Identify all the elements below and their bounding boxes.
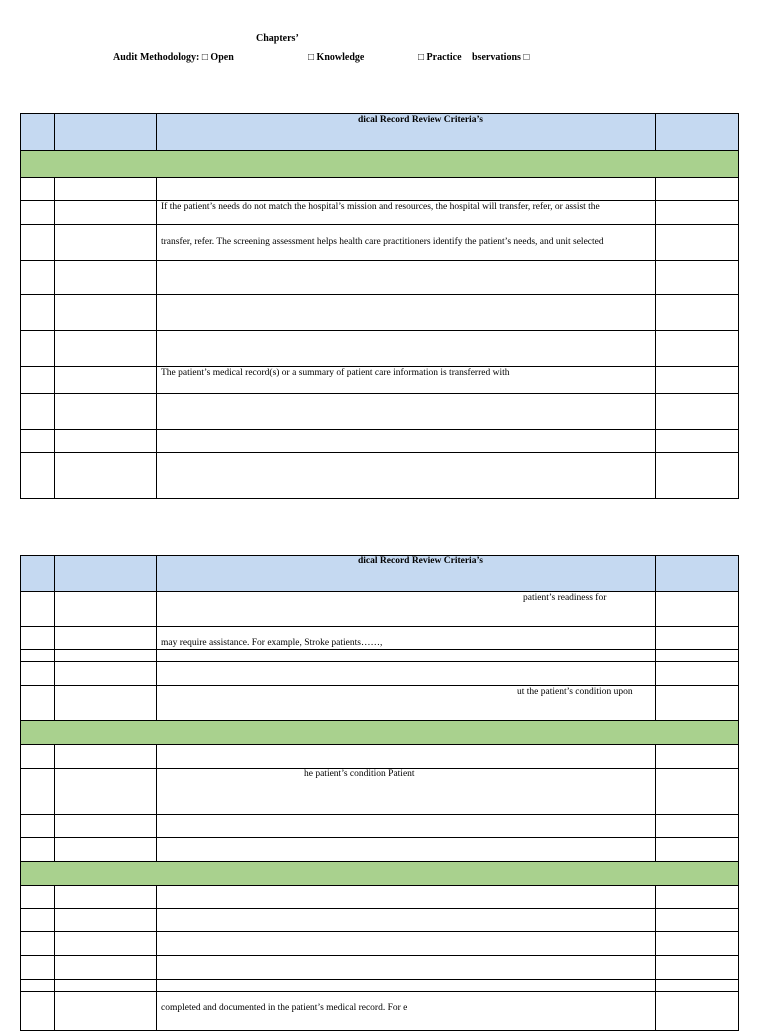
row-cell [54, 260, 157, 295]
row-cell [54, 177, 157, 201]
header-cell [54, 555, 157, 592]
header-cell [655, 113, 739, 151]
criteria-text: If the patient’s needs do not match the hospital’s mission and resources, the hospital will transfer, refer, or assist the [161, 202, 600, 212]
table-row [20, 885, 739, 909]
criteria-text: transfer, refer. The screening assessment helps health care practitioners identify the patient’s needs, and unit selected [161, 237, 604, 247]
header-cell [156, 555, 656, 592]
row-cell [156, 661, 656, 686]
table-title: dical Record Review Criteria’s [358, 556, 483, 566]
header-cell [156, 113, 656, 151]
row-cell [54, 685, 157, 721]
row-cell [655, 330, 739, 367]
row-cell [20, 366, 55, 394]
criteria-cell [156, 224, 656, 261]
table-row [20, 768, 739, 815]
table-row [20, 908, 739, 932]
row-cell [20, 955, 55, 980]
row-cell [54, 429, 157, 453]
row-cell [655, 744, 739, 769]
row-cell [156, 393, 656, 430]
row-cell [54, 452, 157, 499]
methodology-knowledge[interactable]: □ Knowledge [308, 52, 365, 63]
row-cell [54, 393, 157, 430]
row-cell [54, 591, 157, 627]
row-cell [655, 452, 739, 499]
table-row [20, 661, 739, 686]
row-cell [655, 814, 739, 838]
row-cell [54, 814, 157, 838]
row-cell [655, 260, 739, 295]
row-cell [54, 366, 157, 394]
row-cell [156, 294, 656, 331]
row-cell [156, 260, 656, 295]
table-row [20, 931, 739, 956]
row-cell [20, 393, 55, 430]
row-cell [655, 955, 739, 980]
row-cell [20, 744, 55, 769]
criteria-cell [156, 366, 656, 394]
row-cell [655, 908, 739, 932]
row-cell [54, 768, 157, 815]
row-cell [54, 991, 157, 1031]
row-cell [20, 224, 55, 261]
row-cell [20, 177, 55, 201]
table-row [20, 294, 739, 331]
table-row [20, 429, 739, 453]
row-cell [20, 931, 55, 956]
table-header-row [20, 555, 739, 592]
row-cell [20, 200, 55, 225]
row-cell [20, 885, 55, 909]
criteria-text: patient’s readiness for [523, 593, 607, 603]
row-cell [156, 429, 656, 453]
section-band [20, 150, 739, 178]
row-cell [655, 429, 739, 453]
row-cell [156, 885, 656, 909]
row-cell [54, 200, 157, 225]
row-cell [156, 955, 656, 980]
row-cell [655, 393, 739, 430]
criteria-text: he patient’s condition Patient [304, 769, 415, 779]
row-cell [655, 366, 739, 394]
row-cell [20, 260, 55, 295]
row-cell [20, 837, 55, 862]
section-band [20, 720, 739, 745]
row-cell [20, 626, 55, 650]
criteria-cell [156, 768, 656, 815]
table-row [20, 591, 739, 627]
row-cell [54, 885, 157, 909]
row-cell [54, 626, 157, 650]
header-cell [655, 555, 739, 592]
table-row [20, 330, 739, 367]
table-row [20, 626, 739, 650]
header-cell [54, 113, 157, 151]
criteria-cell [156, 200, 656, 225]
row-cell [156, 452, 656, 499]
criteria-text: may require assistance. For example, Stroke patients……, [161, 638, 383, 648]
row-cell [156, 931, 656, 956]
criteria-text: completed and documented in the patient’s medical record. For e [161, 1003, 408, 1013]
row-cell [20, 591, 55, 627]
row-cell [54, 224, 157, 261]
table-row [20, 393, 739, 430]
header-cell [20, 113, 55, 151]
row-cell [655, 931, 739, 956]
row-cell [655, 626, 739, 650]
methodology-practice[interactable]: □ Practice [418, 52, 462, 63]
section-band [20, 861, 739, 886]
row-cell [20, 908, 55, 932]
criteria-cell [156, 685, 656, 721]
header-cell [20, 555, 55, 592]
criteria-cell [156, 591, 656, 627]
row-cell [156, 837, 656, 862]
row-cell [54, 908, 157, 932]
row-cell [156, 744, 656, 769]
row-cell [156, 908, 656, 932]
row-cell [156, 330, 656, 367]
row-cell [54, 955, 157, 980]
row-cell [156, 814, 656, 838]
row-cell [54, 931, 157, 956]
table-row [20, 837, 739, 862]
row-cell [655, 200, 739, 225]
row-cell [655, 991, 739, 1031]
criteria-text: The patient’s medical record(s) or a summary of patient care information is transferred with [161, 368, 510, 378]
table-title: dical Record Review Criteria’s [358, 115, 483, 125]
row-cell [655, 768, 739, 815]
row-cell [20, 768, 55, 815]
row-cell [20, 991, 55, 1031]
table-row [20, 744, 739, 769]
table-row [20, 224, 739, 261]
criteria-cell [156, 626, 656, 650]
row-cell [20, 452, 55, 499]
table-row [20, 366, 739, 394]
audit-methodology-open[interactable]: Audit Methodology: □ Open [113, 52, 234, 63]
table-row [20, 177, 739, 201]
row-cell [156, 177, 656, 201]
row-cell [54, 294, 157, 331]
row-cell [655, 591, 739, 627]
row-cell [20, 330, 55, 367]
table-row [20, 991, 739, 1031]
row-cell [655, 224, 739, 261]
table-row [20, 685, 739, 721]
row-cell [20, 685, 55, 721]
row-cell [655, 661, 739, 686]
row-cell [655, 685, 739, 721]
table-row [20, 452, 739, 499]
row-cell [20, 294, 55, 331]
row-cell [54, 744, 157, 769]
table-header-row [20, 113, 739, 151]
criteria-text: ut the patient’s condition upon [517, 687, 633, 697]
row-cell [20, 814, 55, 838]
row-cell [20, 429, 55, 453]
row-cell [20, 661, 55, 686]
chapters-heading: Chapters’ [256, 33, 299, 44]
criteria-cell [156, 991, 656, 1031]
methodology-observations[interactable]: bservations □ [472, 52, 530, 63]
table-row [20, 814, 739, 838]
row-cell [655, 177, 739, 201]
row-cell [655, 885, 739, 909]
row-cell [54, 661, 157, 686]
table-row [20, 955, 739, 980]
row-cell [54, 330, 157, 367]
row-cell [54, 837, 157, 862]
table-row [20, 200, 739, 225]
row-cell [655, 837, 739, 862]
row-cell [655, 294, 739, 331]
table-row [20, 260, 739, 295]
